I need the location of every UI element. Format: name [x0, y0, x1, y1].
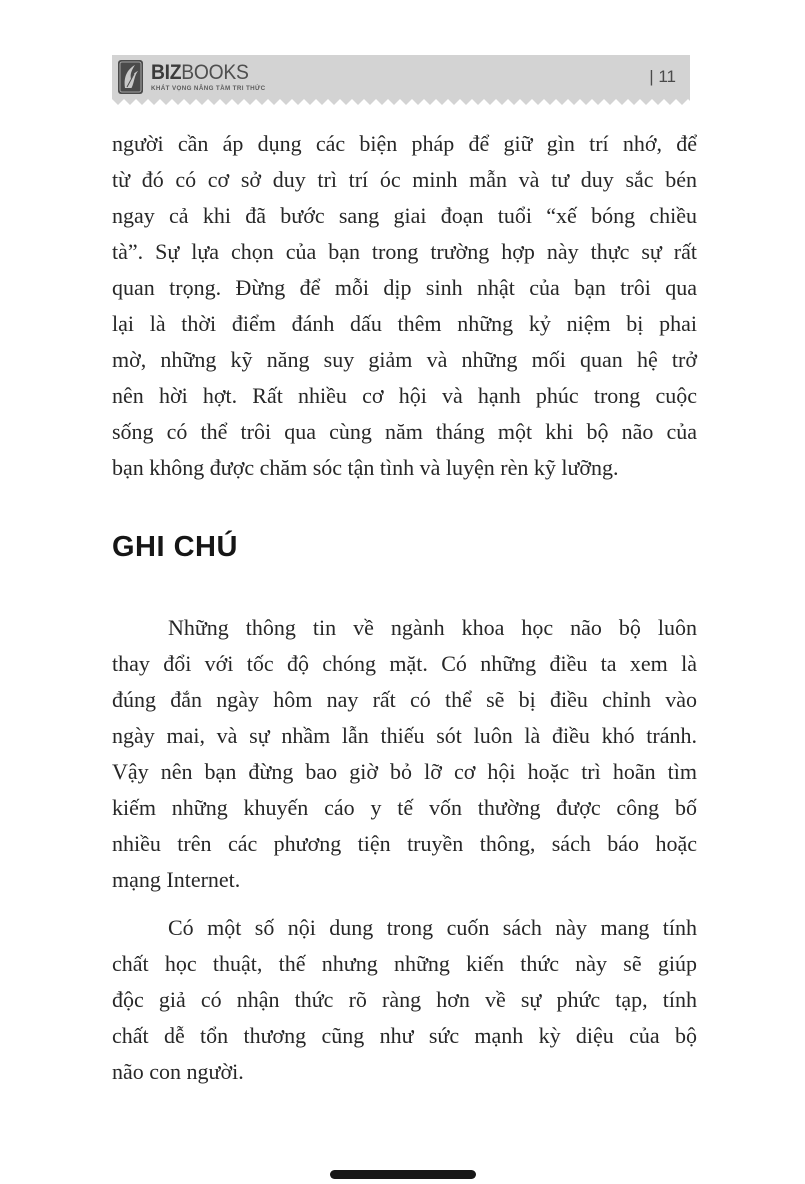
section-heading: GHI CHÚ — [112, 531, 238, 563]
text-line: nhiều trên các phương tiện truyền thông, sách báo hoặc — [112, 831, 697, 856]
text-line: thay đổi với tốc độ chóng mặt. Có những điều ta xem là — [112, 651, 697, 676]
text-line: độc giả có nhận thức rõ ràng hơn về sự phức tạp, tính — [112, 987, 697, 1012]
text-line: mạng Internet. — [112, 867, 241, 892]
bizbooks-logo-icon — [118, 60, 143, 94]
text-line: kiếm những khuyến cáo y tế vốn thường được công bố — [112, 795, 697, 820]
paragraph-3 — [112, 910, 697, 1090]
text-line: nên hời hợt. Rất nhiều cơ hội và hạnh phúc trong cuộc — [112, 383, 697, 408]
text-line: mờ, những kỹ năng suy giảm và những mối quan hệ trở — [112, 347, 697, 372]
page-header — [112, 55, 690, 105]
text-line: người cần áp dụng các biện pháp để giữ gìn trí nhớ, để — [112, 131, 697, 156]
text-line: lại là thời điểm đánh dấu thêm những kỷ niệm bị phai — [112, 311, 697, 336]
brand-block — [151, 60, 266, 92]
brand-tagline: KHÁT VỌNG NÂNG TẦM TRI THỨC — [151, 84, 266, 92]
text-line: từ đó có cơ sở duy trì trí óc minh mẫn và tư duy sắc bén — [112, 167, 697, 192]
header-bar — [112, 55, 690, 99]
brand-name — [151, 60, 265, 84]
brand-name-light: BOOKS — [181, 60, 249, 84]
text-line: chất học thuật, thế nhưng những kiến thức này sẽ giúp — [112, 951, 697, 976]
text-line: ngay cả khi đã bước sang giai đoạn tuổi “xế bóng chiều — [112, 203, 697, 228]
page-content — [112, 126, 697, 1090]
brand-name-bold: BIZ — [151, 60, 182, 84]
home-indicator[interactable] — [330, 1170, 476, 1179]
page-number: | 11 — [649, 67, 676, 86]
header-scalloped-edge — [112, 99, 690, 105]
paragraph-2 — [112, 610, 697, 898]
text-line: Những thông tin về ngành khoa học não bộ luôn — [168, 615, 697, 640]
text-line: Có một số nội dung trong cuốn sách này mang tính — [168, 915, 697, 940]
text-line: chất dễ tổn thương cũng như sức mạnh kỳ diệu của bộ — [112, 1023, 697, 1048]
text-line: sống có thể trôi qua cùng năm tháng một khi bộ não của — [112, 419, 697, 444]
text-line: Vậy nên bạn đừng bao giờ bỏ lỡ cơ hội hoặc trì hoãn tìm — [112, 759, 697, 784]
text-line: bạn không được chăm sóc tận tình và luyện rèn kỹ lưỡng. — [112, 455, 619, 480]
paragraph-1 — [112, 126, 697, 486]
text-line: não con người. — [112, 1059, 244, 1084]
text-line: đúng đắn ngày hôm nay rất có thể sẽ bị điều chỉnh vào — [112, 687, 697, 712]
text-line: quan trọng. Đừng để mỗi dịp sinh nhật của bạn trôi qua — [112, 275, 697, 300]
text-line: tà”. Sự lựa chọn của bạn trong trường hợp này thực sự rất — [112, 239, 697, 264]
text-line: ngày mai, và sự nhầm lẫn thiếu sót luôn là điều khó tránh. — [112, 723, 697, 748]
